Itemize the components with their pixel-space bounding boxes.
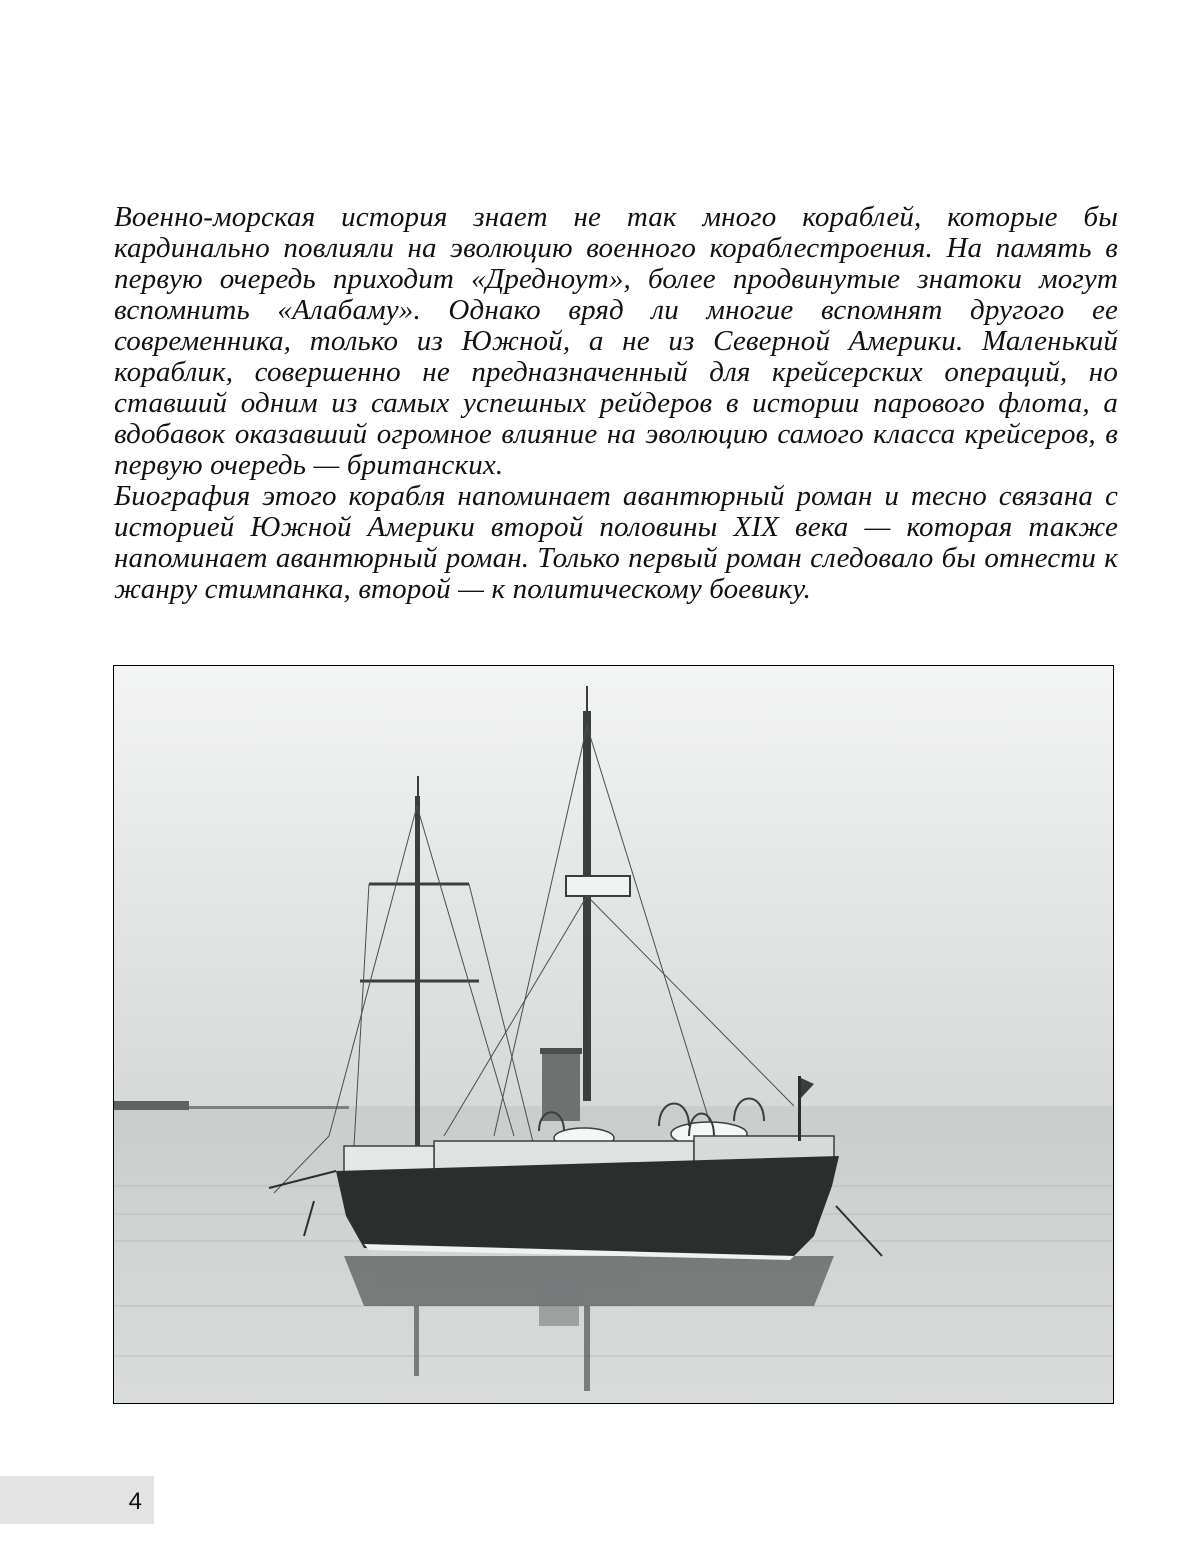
article-text [114,202,1118,605]
paragraph-intro: Военно-морская история знает не так много кораблей, которые бы кардинально повлияли на эволюцию военного кораблестроения. На память в первую очередь приходит «Дредноут», более продвинутые знатоки могут вспомнить «Алабаму». Однако вряд ли многие вспомнят другого ее современника, только из Южной, а не из Северной Америки. Маленький кораблик, совершенно не предназначенный для крейсерских операций, но ставший одним из самых успешных рейдеров в истории парового флота, а вдобавок оказавший огромное влияние на эволюцию самого класса крейсеров, в первую очередь — британских. [114,201,1118,481]
paragraph-biography: Биография этого корабля напоминает авантюрный роман и тесно связана с историей Южной Америки второй половины XIX века — которая также напоминает авантюрный роман. Только первый роман следовало бы отнести к жанру стимпанка, второй — к политическому боевику. [114,480,1118,605]
ship-photo [113,665,1114,1404]
page-number-tab [0,1476,154,1524]
page-number: 4 [128,1488,142,1515]
